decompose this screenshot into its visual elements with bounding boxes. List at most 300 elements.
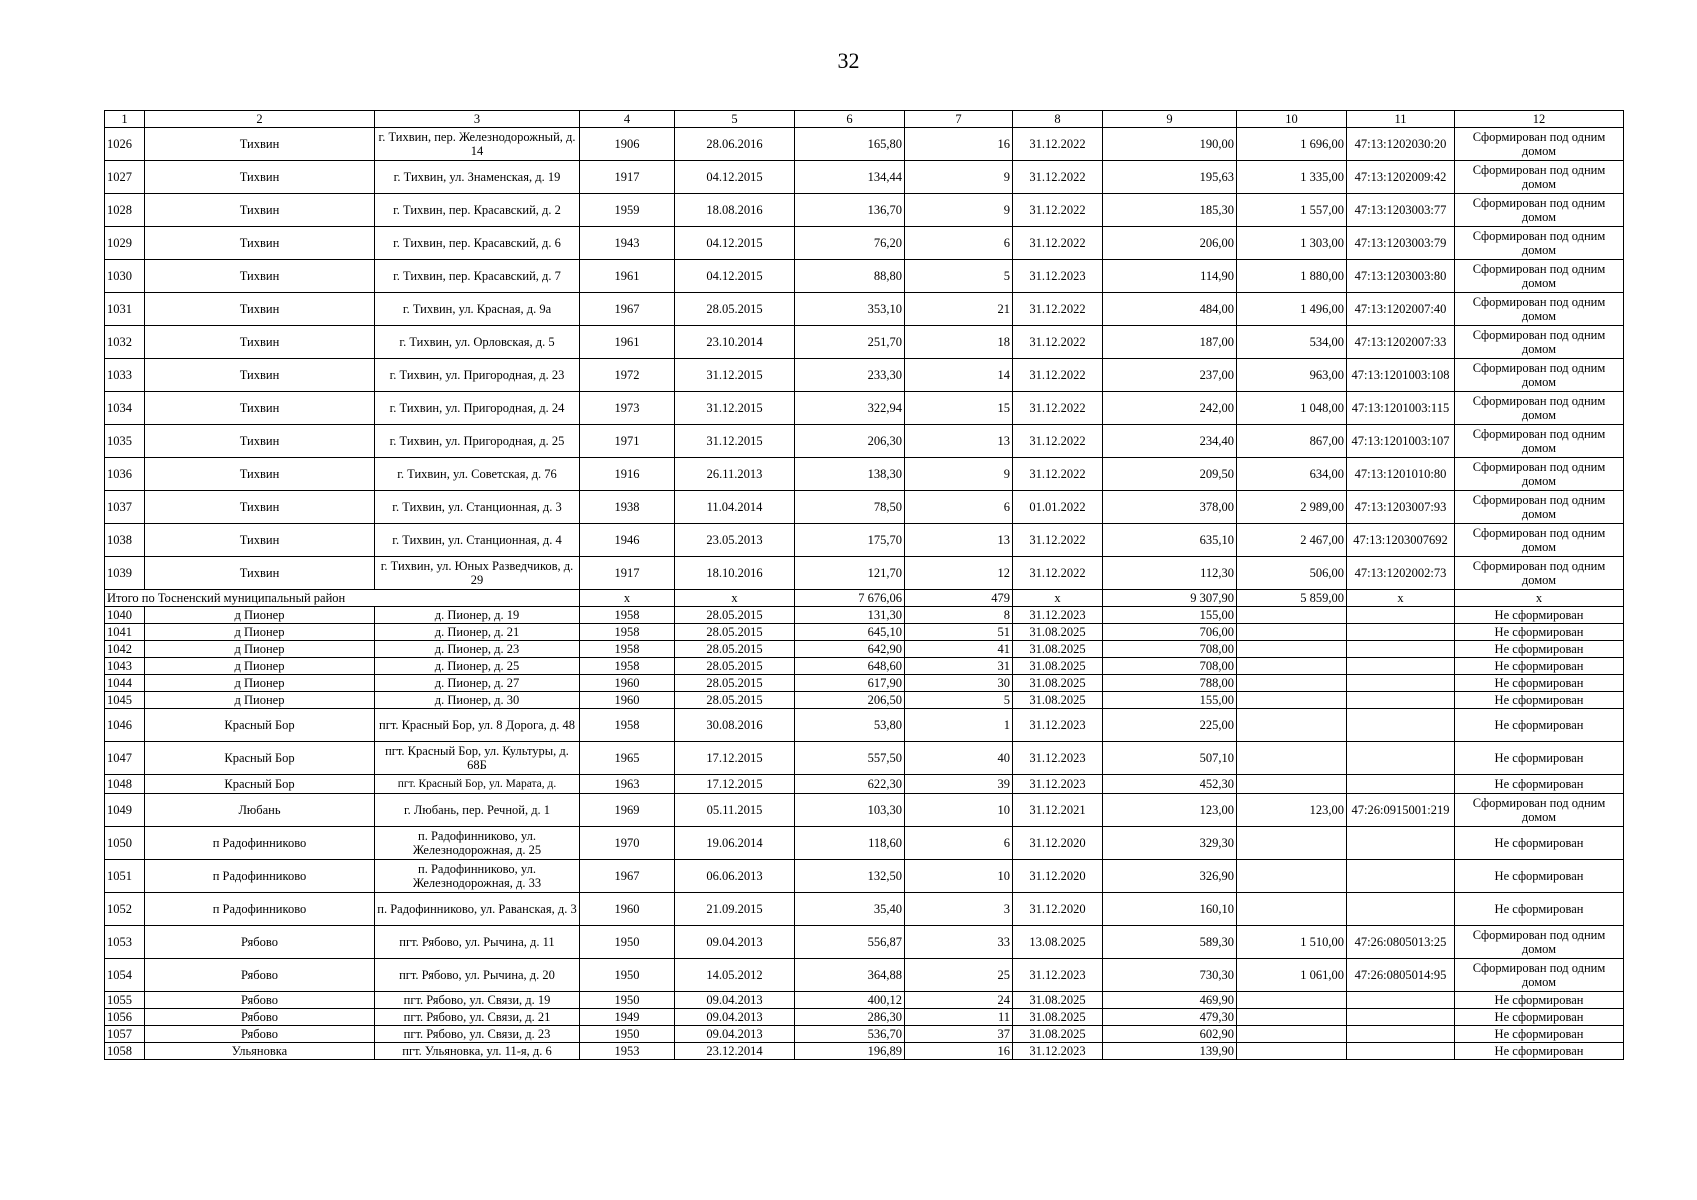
column-10-cell — [1237, 692, 1347, 709]
date-cell: 09.04.2013 — [675, 926, 795, 959]
deadline-cell: 31.12.2022 — [1013, 293, 1103, 326]
status-cell: Сформирован под одним домом — [1455, 491, 1624, 524]
table-row — [105, 658, 1624, 675]
cadastral-number-cell — [1347, 607, 1455, 624]
locality-cell: п Радофинниково — [145, 860, 375, 893]
locality-cell: Тихвин — [145, 128, 375, 161]
locality-cell: Тихвин — [145, 326, 375, 359]
year-built-cell: 1973 — [580, 392, 675, 425]
locality-cell: д Пионер — [145, 607, 375, 624]
date-cell: 28.05.2015 — [675, 641, 795, 658]
status-cell: Не сформирован — [1455, 675, 1624, 692]
column-number: 12 — [1455, 111, 1624, 128]
year-built-cell: 1950 — [580, 959, 675, 992]
cadastral-number-cell: 47:13:1202007:40 — [1347, 293, 1455, 326]
area-cell: 400,12 — [795, 992, 905, 1009]
area-cell: 645,10 — [795, 624, 905, 641]
date-cell: 28.05.2015 — [675, 624, 795, 641]
cadastral-number-cell — [1347, 675, 1455, 692]
address-cell: пгт. Красный Бор, ул. Культуры, д. 68Б — [375, 742, 580, 775]
column-9-cell: 195,63 — [1103, 161, 1237, 194]
row-number-cell: 1047 — [105, 742, 145, 775]
table-row — [105, 524, 1624, 557]
year-built-cell: 1971 — [580, 425, 675, 458]
column-10-cell: 867,00 — [1237, 425, 1347, 458]
date-cell: 28.06.2016 — [675, 128, 795, 161]
status-cell: Сформирован под одним домом — [1455, 260, 1624, 293]
status-cell: Не сформирован — [1455, 692, 1624, 709]
locality-cell: Тихвин — [145, 260, 375, 293]
address-cell: д. Пионер, д. 21 — [375, 624, 580, 641]
residents-count-cell: 13 — [905, 524, 1013, 557]
area-cell: 121,70 — [795, 557, 905, 590]
address-cell: д. Пионер, д. 27 — [375, 675, 580, 692]
residents-count-cell: 33 — [905, 926, 1013, 959]
cadastral-number-cell: 47:26:0805013:25 — [1347, 926, 1455, 959]
table-row — [105, 392, 1624, 425]
address-cell: г. Тихвин, ул. Пригородная, д. 24 — [375, 392, 580, 425]
year-built-cell: 1943 — [580, 227, 675, 260]
row-number-cell: 1057 — [105, 1026, 145, 1043]
address-cell: г. Тихвин, пер. Красавский, д. 2 — [375, 194, 580, 227]
locality-cell: Любань — [145, 794, 375, 827]
year-built-cell: 1958 — [580, 607, 675, 624]
address-cell: г. Тихвин, ул. Советская, д. 76 — [375, 458, 580, 491]
table-row — [105, 491, 1624, 524]
residents-count-cell: 8 — [905, 607, 1013, 624]
table-row — [105, 794, 1624, 827]
column-10-cell — [1237, 1026, 1347, 1043]
table-row — [105, 260, 1624, 293]
year-built-cell: 1961 — [580, 326, 675, 359]
area-cell: 131,30 — [795, 607, 905, 624]
table-row — [105, 641, 1624, 658]
locality-cell: Тихвин — [145, 491, 375, 524]
column-10-cell — [1237, 709, 1347, 742]
area-cell: 648,60 — [795, 658, 905, 675]
cadastral-number-cell: 47:13:1202002:73 — [1347, 557, 1455, 590]
status-cell: Не сформирован — [1455, 827, 1624, 860]
column-9-cell: 706,00 — [1103, 624, 1237, 641]
residents-count-cell: 14 — [905, 359, 1013, 392]
table-row — [105, 1026, 1624, 1043]
deadline-cell: 31.08.2025 — [1013, 692, 1103, 709]
table-row — [105, 624, 1624, 641]
area-cell: 138,30 — [795, 458, 905, 491]
total-status-cell: х — [1455, 590, 1624, 607]
locality-cell: Тихвин — [145, 227, 375, 260]
year-built-cell: 1969 — [580, 794, 675, 827]
status-cell: Сформирован под одним домом — [1455, 524, 1624, 557]
column-10-cell: 1 048,00 — [1237, 392, 1347, 425]
status-cell: Сформирован под одним домом — [1455, 293, 1624, 326]
date-cell: 04.12.2015 — [675, 260, 795, 293]
residents-count-cell: 16 — [905, 128, 1013, 161]
status-cell: Сформирован под одним домом — [1455, 227, 1624, 260]
column-number: 4 — [580, 111, 675, 128]
column-10-cell: 506,00 — [1237, 557, 1347, 590]
row-number-cell: 1045 — [105, 692, 145, 709]
date-cell: 06.06.2013 — [675, 860, 795, 893]
locality-cell: Тихвин — [145, 194, 375, 227]
date-cell: 14.05.2012 — [675, 959, 795, 992]
area-cell: 88,80 — [795, 260, 905, 293]
table-row — [105, 959, 1624, 992]
column-9-cell: 708,00 — [1103, 641, 1237, 658]
area-cell: 165,80 — [795, 128, 905, 161]
column-10-cell: 963,00 — [1237, 359, 1347, 392]
locality-cell: Рябово — [145, 1009, 375, 1026]
date-cell: 05.11.2015 — [675, 794, 795, 827]
date-cell: 31.12.2015 — [675, 392, 795, 425]
table-row — [105, 893, 1624, 926]
locality-cell: Красный Бор — [145, 775, 375, 794]
column-9-cell: 452,30 — [1103, 775, 1237, 794]
table-row — [105, 709, 1624, 742]
area-cell: 206,30 — [795, 425, 905, 458]
area-cell: 251,70 — [795, 326, 905, 359]
area-cell: 557,50 — [795, 742, 905, 775]
locality-cell: Рябово — [145, 992, 375, 1009]
locality-cell: д Пионер — [145, 675, 375, 692]
total-v10-cell: 5 859,00 — [1237, 590, 1347, 607]
table-row — [105, 425, 1624, 458]
year-built-cell: 1960 — [580, 692, 675, 709]
column-9-cell: 788,00 — [1103, 675, 1237, 692]
cadastral-number-cell: 47:13:1201003:107 — [1347, 425, 1455, 458]
date-cell: 11.04.2014 — [675, 491, 795, 524]
deadline-cell: 31.08.2025 — [1013, 658, 1103, 675]
row-number-cell: 1027 — [105, 161, 145, 194]
deadline-cell: 31.12.2023 — [1013, 709, 1103, 742]
row-number-cell: 1032 — [105, 326, 145, 359]
table-row — [105, 194, 1624, 227]
table-row — [105, 326, 1624, 359]
year-built-cell: 1959 — [580, 194, 675, 227]
date-cell: 04.12.2015 — [675, 227, 795, 260]
column-9-cell: 225,00 — [1103, 709, 1237, 742]
cadastral-number-cell: 47:13:1201010:80 — [1347, 458, 1455, 491]
table-row — [105, 161, 1624, 194]
cadastral-number-cell — [1347, 1043, 1455, 1060]
cadastral-number-cell: 47:13:1202030:20 — [1347, 128, 1455, 161]
row-number-cell: 1026 — [105, 128, 145, 161]
table-row — [105, 675, 1624, 692]
total-date-cell: х — [675, 590, 795, 607]
column-9-cell: 209,50 — [1103, 458, 1237, 491]
cadastral-number-cell — [1347, 775, 1455, 794]
area-cell: 206,50 — [795, 692, 905, 709]
locality-cell: Рябово — [145, 959, 375, 992]
cadastral-number-cell: 47:13:1203003:80 — [1347, 260, 1455, 293]
area-cell: 642,90 — [795, 641, 905, 658]
column-10-cell: 1 696,00 — [1237, 128, 1347, 161]
area-cell: 556,87 — [795, 926, 905, 959]
area-cell: 78,50 — [795, 491, 905, 524]
status-cell: Сформирован под одним домом — [1455, 557, 1624, 590]
column-10-cell — [1237, 675, 1347, 692]
area-cell: 134,44 — [795, 161, 905, 194]
cadastral-number-cell — [1347, 1026, 1455, 1043]
cadastral-number-cell: 47:13:1203003:77 — [1347, 194, 1455, 227]
status-cell: Сформирован под одним домом — [1455, 458, 1624, 491]
deadline-cell: 13.08.2025 — [1013, 926, 1103, 959]
cadastral-number-cell — [1347, 992, 1455, 1009]
cadastral-number-cell — [1347, 1009, 1455, 1026]
date-cell: 28.05.2015 — [675, 692, 795, 709]
residents-count-cell: 9 — [905, 458, 1013, 491]
column-9-cell: 730,30 — [1103, 959, 1237, 992]
row-number-cell: 1031 — [105, 293, 145, 326]
column-number: 11 — [1347, 111, 1455, 128]
row-number-cell: 1037 — [105, 491, 145, 524]
table-row — [105, 827, 1624, 860]
column-9-cell: 206,00 — [1103, 227, 1237, 260]
row-number-cell: 1042 — [105, 641, 145, 658]
area-cell: 175,70 — [795, 524, 905, 557]
status-cell: Сформирован под одним домом — [1455, 392, 1624, 425]
column-number: 2 — [145, 111, 375, 128]
column-9-cell: 708,00 — [1103, 658, 1237, 675]
residents-count-cell: 15 — [905, 392, 1013, 425]
column-number: 5 — [675, 111, 795, 128]
table-row — [105, 458, 1624, 491]
total-row — [105, 590, 1624, 607]
column-9-cell: 123,00 — [1103, 794, 1237, 827]
locality-cell: п Радофинниково — [145, 893, 375, 926]
year-built-cell: 1972 — [580, 359, 675, 392]
row-number-cell: 1044 — [105, 675, 145, 692]
locality-cell: Тихвин — [145, 524, 375, 557]
date-cell: 23.12.2014 — [675, 1043, 795, 1060]
address-cell: пгт. Рябово, ул. Связи, д. 21 — [375, 1009, 580, 1026]
cadastral-number-cell — [1347, 709, 1455, 742]
year-built-cell: 1946 — [580, 524, 675, 557]
total-cnt-cell: 479 — [905, 590, 1013, 607]
area-cell: 233,30 — [795, 359, 905, 392]
residents-count-cell: 37 — [905, 1026, 1013, 1043]
column-9-cell: 112,30 — [1103, 557, 1237, 590]
cadastral-number-cell: 47:13:1202007:33 — [1347, 326, 1455, 359]
locality-cell: Ульяновка — [145, 1043, 375, 1060]
residents-count-cell: 24 — [905, 992, 1013, 1009]
table-row — [105, 557, 1624, 590]
column-9-cell: 635,10 — [1103, 524, 1237, 557]
cadastral-number-cell — [1347, 658, 1455, 675]
status-cell: Не сформирован — [1455, 709, 1624, 742]
column-10-cell — [1237, 827, 1347, 860]
residents-count-cell: 30 — [905, 675, 1013, 692]
address-cell: г. Тихвин, пер. Красавский, д. 7 — [375, 260, 580, 293]
total-cad-cell: х — [1347, 590, 1455, 607]
cadastral-number-cell — [1347, 893, 1455, 926]
residents-count-cell: 13 — [905, 425, 1013, 458]
area-cell: 136,70 — [795, 194, 905, 227]
table-row — [105, 607, 1624, 624]
residents-count-cell: 6 — [905, 227, 1013, 260]
deadline-cell: 31.12.2022 — [1013, 128, 1103, 161]
column-9-cell: 237,00 — [1103, 359, 1237, 392]
address-cell: пгт. Рябово, ул. Связи, д. 23 — [375, 1026, 580, 1043]
cadastral-number-cell: 47:13:1203007692 — [1347, 524, 1455, 557]
date-cell: 28.05.2015 — [675, 658, 795, 675]
date-cell: 18.08.2016 — [675, 194, 795, 227]
deadline-cell: 31.08.2025 — [1013, 1026, 1103, 1043]
column-number-row — [105, 111, 1624, 128]
status-cell: Сформирован под одним домом — [1455, 959, 1624, 992]
row-number-cell: 1035 — [105, 425, 145, 458]
column-9-cell: 139,90 — [1103, 1043, 1237, 1060]
status-cell: Не сформирован — [1455, 893, 1624, 926]
area-cell: 35,40 — [795, 893, 905, 926]
column-10-cell: 634,00 — [1237, 458, 1347, 491]
cadastral-number-cell: 47:26:0805014:95 — [1347, 959, 1455, 992]
deadline-cell: 31.12.2023 — [1013, 959, 1103, 992]
area-cell: 103,30 — [795, 794, 905, 827]
table-row — [105, 1043, 1624, 1060]
deadline-cell: 31.08.2025 — [1013, 992, 1103, 1009]
date-cell: 21.09.2015 — [675, 893, 795, 926]
year-built-cell: 1949 — [580, 1009, 675, 1026]
column-9-cell: 326,90 — [1103, 860, 1237, 893]
residents-count-cell: 51 — [905, 624, 1013, 641]
area-cell: 617,90 — [795, 675, 905, 692]
locality-cell: Тихвин — [145, 161, 375, 194]
address-cell: г. Тихвин, ул. Красная, д. 9а — [375, 293, 580, 326]
cadastral-number-cell: 47:13:1203003:79 — [1347, 227, 1455, 260]
column-10-cell: 1 496,00 — [1237, 293, 1347, 326]
residents-count-cell: 31 — [905, 658, 1013, 675]
address-cell: д. Пионер, д. 19 — [375, 607, 580, 624]
deadline-cell: 31.12.2021 — [1013, 794, 1103, 827]
row-number-cell: 1055 — [105, 992, 145, 1009]
column-number: 6 — [795, 111, 905, 128]
row-number-cell: 1033 — [105, 359, 145, 392]
residents-count-cell: 1 — [905, 709, 1013, 742]
year-built-cell: 1970 — [580, 827, 675, 860]
residents-count-cell: 5 — [905, 692, 1013, 709]
column-10-cell — [1237, 1009, 1347, 1026]
year-built-cell: 1917 — [580, 161, 675, 194]
row-number-cell: 1029 — [105, 227, 145, 260]
cadastral-number-cell: 47:13:1202009:42 — [1347, 161, 1455, 194]
row-number-cell: 1030 — [105, 260, 145, 293]
column-9-cell: 589,30 — [1103, 926, 1237, 959]
area-cell: 536,70 — [795, 1026, 905, 1043]
column-10-cell: 1 880,00 — [1237, 260, 1347, 293]
column-9-cell: 160,10 — [1103, 893, 1237, 926]
address-cell: г. Тихвин, ул. Станционная, д. 3 — [375, 491, 580, 524]
address-cell: д. Пионер, д. 25 — [375, 658, 580, 675]
column-9-cell: 484,00 — [1103, 293, 1237, 326]
page-number: 32 — [837, 48, 860, 73]
row-number-cell: 1052 — [105, 893, 145, 926]
status-cell: Не сформирован — [1455, 1026, 1624, 1043]
residents-count-cell: 12 — [905, 557, 1013, 590]
year-built-cell: 1967 — [580, 293, 675, 326]
column-10-cell — [1237, 607, 1347, 624]
column-10-cell: 1 303,00 — [1237, 227, 1347, 260]
year-built-cell: 1938 — [580, 491, 675, 524]
year-built-cell: 1950 — [580, 926, 675, 959]
row-number-cell: 1051 — [105, 860, 145, 893]
date-cell: 23.10.2014 — [675, 326, 795, 359]
column-number: 7 — [905, 111, 1013, 128]
deadline-cell: 31.08.2025 — [1013, 1009, 1103, 1026]
deadline-cell: 31.12.2022 — [1013, 524, 1103, 557]
year-built-cell: 1965 — [580, 742, 675, 775]
cadastral-number-cell — [1347, 742, 1455, 775]
deadline-cell: 31.12.2020 — [1013, 893, 1103, 926]
column-9-cell: 329,30 — [1103, 827, 1237, 860]
area-cell: 118,60 — [795, 827, 905, 860]
locality-cell: Тихвин — [145, 425, 375, 458]
row-number-cell: 1049 — [105, 794, 145, 827]
address-cell: г. Тихвин, ул. Орловская, д. 5 — [375, 326, 580, 359]
locality-cell: Красный Бор — [145, 742, 375, 775]
column-9-cell: 155,00 — [1103, 607, 1237, 624]
column-9-cell: 155,00 — [1103, 692, 1237, 709]
area-cell: 196,89 — [795, 1043, 905, 1060]
deadline-cell: 31.12.2020 — [1013, 827, 1103, 860]
row-number-cell: 1054 — [105, 959, 145, 992]
table-row — [105, 359, 1624, 392]
residents-count-cell: 18 — [905, 326, 1013, 359]
deadline-cell: 31.12.2022 — [1013, 326, 1103, 359]
column-number: 8 — [1013, 111, 1103, 128]
deadline-cell: 31.08.2025 — [1013, 641, 1103, 658]
year-built-cell: 1916 — [580, 458, 675, 491]
year-built-cell: 1963 — [580, 775, 675, 794]
date-cell: 23.05.2013 — [675, 524, 795, 557]
row-number-cell: 1058 — [105, 1043, 145, 1060]
total-v9-cell: 9 307,90 — [1103, 590, 1237, 607]
locality-cell: п Радофинниково — [145, 827, 375, 860]
column-9-cell: 479,30 — [1103, 1009, 1237, 1026]
column-9-cell: 602,90 — [1103, 1026, 1237, 1043]
address-cell: д. Пионер, д. 30 — [375, 692, 580, 709]
address-cell: г. Тихвин, ул. Пригородная, д. 23 — [375, 359, 580, 392]
address-cell: пгт. Ульяновка, ул. 11-я, д. 6 — [375, 1043, 580, 1060]
address-cell: г. Тихвин, ул. Знаменская, д. 19 — [375, 161, 580, 194]
column-number: 1 — [105, 111, 145, 128]
column-10-cell: 1 061,00 — [1237, 959, 1347, 992]
residents-count-cell: 6 — [905, 491, 1013, 524]
residents-count-cell: 16 — [905, 1043, 1013, 1060]
area-cell: 622,30 — [795, 775, 905, 794]
residents-count-cell: 41 — [905, 641, 1013, 658]
status-cell: Сформирован под одним домом — [1455, 794, 1624, 827]
cadastral-number-cell — [1347, 692, 1455, 709]
deadline-cell: 31.12.2022 — [1013, 194, 1103, 227]
year-built-cell: 1958 — [580, 641, 675, 658]
year-built-cell: 1958 — [580, 709, 675, 742]
deadline-cell: 31.12.2020 — [1013, 860, 1103, 893]
table-row — [105, 860, 1624, 893]
deadline-cell: 31.12.2022 — [1013, 425, 1103, 458]
column-9-cell: 187,00 — [1103, 326, 1237, 359]
date-cell: 09.04.2013 — [675, 1009, 795, 1026]
locality-cell: Рябово — [145, 926, 375, 959]
locality-cell: Тихвин — [145, 392, 375, 425]
locality-cell: д Пионер — [145, 658, 375, 675]
date-cell: 09.04.2013 — [675, 1026, 795, 1043]
residents-count-cell: 6 — [905, 827, 1013, 860]
deadline-cell: 31.12.2023 — [1013, 775, 1103, 794]
column-9-cell: 507,10 — [1103, 742, 1237, 775]
locality-cell: Тихвин — [145, 359, 375, 392]
status-cell: Сформирован под одним домом — [1455, 326, 1624, 359]
